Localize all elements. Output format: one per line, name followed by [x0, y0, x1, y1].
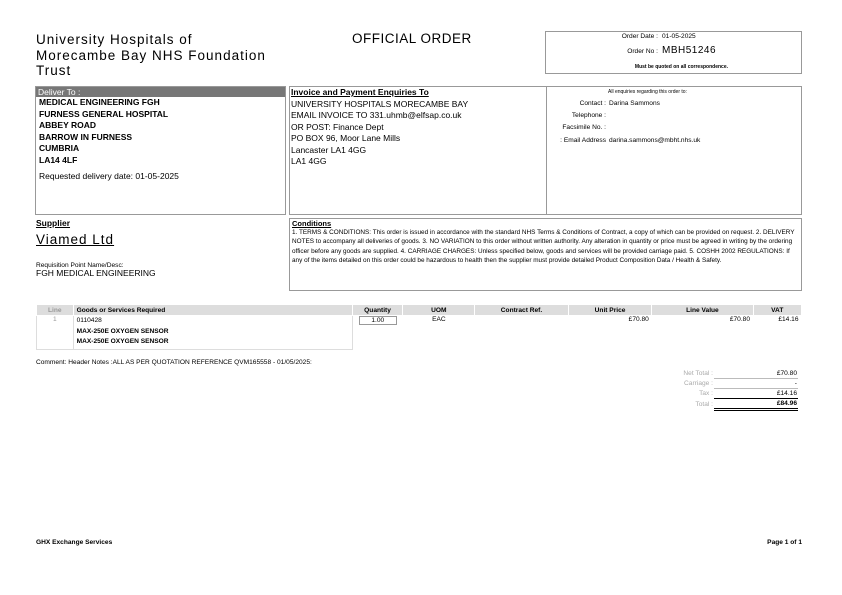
carriage-label: Carriage : [684, 380, 713, 387]
enquiries-heading: All enquiries regarding this order to: [608, 89, 687, 95]
invoice-line: UNIVERSITY HOSPITALS MORECAMBE BAY [291, 99, 469, 109]
column-header: Quantity [352, 305, 403, 316]
grand-total-row [672, 399, 798, 410]
column-header: Contract Ref. [475, 305, 569, 316]
column-header: Line [37, 305, 74, 316]
invoice-box [289, 86, 802, 215]
invoice-address [291, 99, 468, 167]
requested-delivery-date: Requested delivery date: 01-05-2025 [39, 170, 179, 181]
email-value: darina.sammons@mbht.nhs.uk [609, 137, 701, 144]
conditions-box [289, 218, 802, 291]
org-line-1: University Hospitals of [36, 32, 193, 47]
totals-table [672, 369, 798, 411]
order-no-label: Order No : [627, 48, 658, 55]
tax-value: £14.16 [714, 389, 798, 399]
supplier-name: Viamed Ltd [36, 232, 115, 247]
deliver-to-box [35, 86, 286, 215]
line-value-cell: £70.80 [729, 316, 750, 323]
column-header: Unit Price [568, 305, 652, 316]
conditions-text: 1. TERMS & CONDITIONS: This order is issued in accordance with the standard NHS Terms & Conditions of Contract, a copy of which can be provided on request. 2. DELIVERY NOTES to accompany all deliveries of goods. 3. NO VARIATION to this order without written authority. Any alteration in quantity or price must be agreed in writing by the ordering officer before any goods are supplied. 4. CARRIAGE CHARGES: Unless specified below, goods and services will be provided carriage paid. 5. COSHH 2002 REGULATIONS: If any of the items detailed on this order could be hazardous to health then the supplier must provide detailed Product Composition Data / Health & Safety. [292, 229, 795, 264]
supplier-heading: Supplier [36, 218, 71, 228]
invoice-line: EMAIL INVOICE TO 331.uhmb@elfsap.co.uk [291, 110, 462, 121]
column-header: Line Value [652, 305, 753, 316]
tax-label: Tax : [699, 390, 713, 397]
item-desc-2: MAX-250E OXYGEN SENSOR [76, 338, 169, 345]
order-ref-note: Must be quoted on all correspondence. [634, 64, 728, 70]
fax-label: Facsimile No. : [562, 124, 606, 131]
grand-total-value: £84.96 [714, 399, 798, 410]
carriage-value: - [714, 379, 798, 389]
deliver-to-line: MEDICAL ENGINEERING FGH [39, 97, 160, 107]
conditions-heading: Conditions [292, 219, 332, 228]
page-number: Page 1 of 1 [767, 539, 802, 546]
deliver-to-line: LA14 4LF [39, 154, 78, 165]
invoice-heading: Invoice and Payment Enquiries To [291, 87, 429, 97]
vat-cell: £14.16 [778, 316, 799, 323]
order-date-label: Order Date : [621, 33, 658, 40]
org-line-3: Trust [36, 63, 72, 78]
deliver-to-heading: Deliver To : [36, 87, 285, 97]
comment-notes: Comment: Header Notes :ALL AS PER QUOTATION REFERENCE QVM165558 - 01/05/2025: [36, 359, 312, 366]
deliver-to-line: FURNESS GENERAL HOSPITAL [39, 108, 169, 119]
quantity-cell [352, 316, 403, 350]
invoice-line: LA1 4GG [291, 156, 327, 167]
contact-value: Darina Sammons [609, 100, 660, 107]
organisation-name [36, 32, 266, 79]
deliver-to-address [36, 97, 285, 167]
telephone-label: Telephone : [571, 112, 606, 119]
order-lines-table [36, 304, 802, 350]
net-total-value: £70.80 [714, 369, 798, 379]
carriage-row [672, 379, 798, 389]
deliver-to-line: ABBEY ROAD [39, 120, 96, 131]
net-total-row [672, 369, 798, 379]
order-info-box [545, 31, 802, 74]
item-code: 0110428 [76, 317, 102, 324]
contract-ref-cell [475, 316, 569, 350]
org-line-2: Morecambe Bay NHS Foundation [36, 47, 266, 63]
contact-label: Contact : [579, 100, 606, 107]
net-total-label: Net Total : [683, 370, 713, 378]
unit-price-cell: £70.80 [628, 316, 649, 323]
requisition-label: Requisition Point Name/Desc: [36, 262, 124, 269]
order-date-value: 01-05-2025 [662, 33, 696, 40]
invoice-line: OR POST: Finance Dept [291, 121, 384, 132]
grand-total-label: Total : [695, 400, 713, 408]
uom-cell: EAC [432, 316, 446, 323]
invoice-box-divider [546, 87, 547, 214]
item-desc-1: MAX-250E OXYGEN SENSOR [76, 327, 169, 335]
line-number: 1 [37, 316, 74, 350]
footer-provider: GHX Exchange Services [36, 539, 113, 546]
tax-row [672, 389, 798, 399]
order-no-value: MBH51246 [662, 45, 717, 56]
email-label-text: Email Address : [560, 137, 606, 144]
invoice-line: PO BOX 96, Moor Lane Mills [291, 133, 401, 144]
email-label [548, 137, 606, 145]
column-header: VAT [753, 305, 802, 316]
deliver-to-line: CUMBRIA [39, 143, 80, 154]
requisition-value: FGH MEDICAL ENGINEERING [36, 268, 156, 278]
column-header: Goods or Services Required [73, 305, 352, 316]
table-header-row [37, 305, 802, 316]
quantity-value: 1.00 [359, 316, 397, 325]
table-row [37, 316, 802, 350]
deliver-to-line: BARROW IN FURNESS [39, 131, 133, 142]
goods-description [73, 316, 352, 350]
invoice-line: Lancaster LA1 4GG [291, 144, 367, 155]
column-header: UOM [403, 305, 475, 316]
document-title: OFFICIAL ORDER [352, 31, 472, 46]
